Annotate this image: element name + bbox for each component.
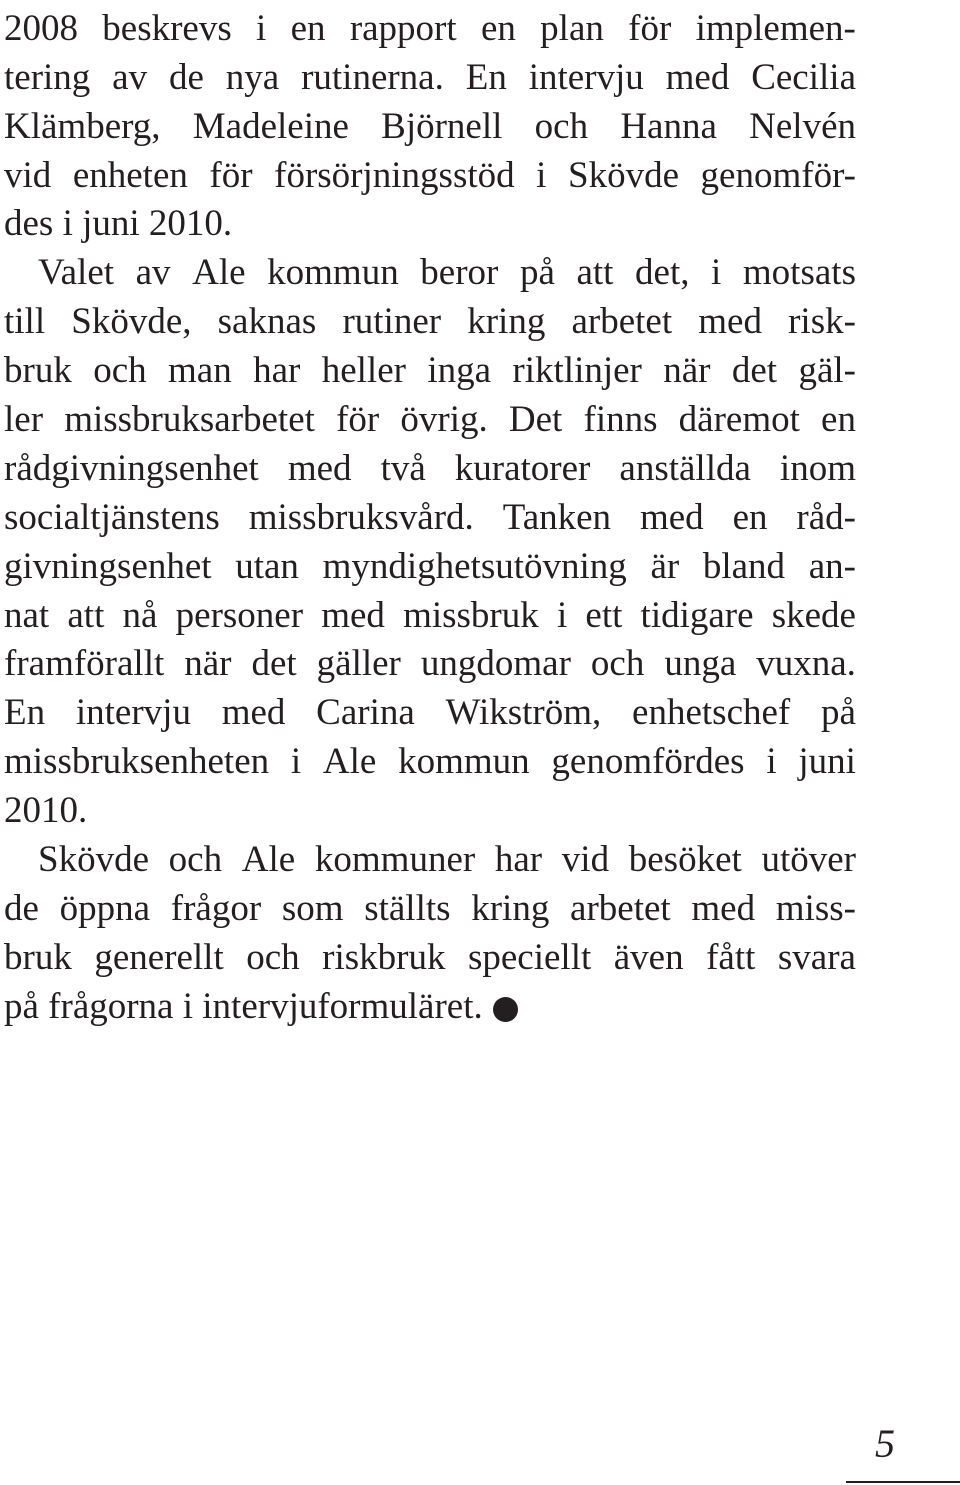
word: genomför-: [700, 154, 856, 196]
word: motsats: [742, 252, 856, 294]
text-line: [4, 196, 856, 245]
word: Skövde: [568, 154, 679, 196]
word: det: [251, 643, 297, 685]
word: gäl-: [798, 350, 856, 392]
text-line: [4, 147, 856, 196]
word: med: [698, 301, 762, 343]
word: ställts: [364, 887, 451, 929]
word: skede: [771, 594, 856, 636]
word: Skövde: [38, 839, 149, 881]
word: heller: [321, 350, 406, 392]
word: juni: [798, 741, 856, 783]
word: och: [590, 643, 645, 685]
word: miss-: [775, 887, 856, 929]
word: arbetet: [570, 887, 671, 929]
word: av: [135, 252, 171, 294]
word: i: [711, 252, 722, 294]
word: nya: [225, 56, 280, 98]
word: bruk: [4, 936, 72, 978]
word: ungdomar: [420, 643, 571, 685]
word: för: [628, 7, 672, 49]
text-line: [4, 978, 856, 1027]
word: unga: [664, 643, 737, 685]
word: generellt: [94, 936, 224, 978]
word: med: [665, 56, 730, 98]
word: Madeleine: [192, 105, 349, 147]
word: saknas: [217, 301, 317, 343]
word: Wikström,: [445, 692, 602, 734]
word: personer: [175, 594, 304, 636]
word: intervju: [75, 692, 191, 734]
word: genomfördes: [551, 741, 745, 783]
text-line: [4, 49, 856, 98]
word: Hanna: [620, 105, 717, 147]
word: missbruk: [403, 594, 539, 636]
text-line: [4, 489, 856, 538]
word: nå: [122, 594, 158, 636]
word: av: [112, 56, 148, 98]
word: med: [221, 692, 286, 734]
word: plan: [540, 7, 604, 49]
word: i: [766, 741, 777, 783]
word: givningsenhet: [4, 545, 212, 587]
word: En: [4, 692, 46, 734]
word: anställda: [619, 447, 751, 489]
word: ett: [585, 594, 623, 636]
text-line: [4, 831, 856, 880]
text-line: [4, 538, 856, 587]
word: framförallt: [4, 643, 165, 685]
word: med: [287, 447, 352, 489]
word: för: [336, 399, 380, 441]
text-line: [4, 636, 856, 685]
word: det: [731, 350, 778, 392]
text-line: [4, 733, 856, 782]
text-line: [4, 684, 856, 733]
word: övrig.: [400, 399, 488, 441]
text-line: [4, 782, 856, 831]
word: myndighetsutövning: [322, 545, 627, 587]
word: en: [821, 399, 856, 441]
text-line: [4, 587, 856, 636]
word: kommun: [398, 741, 530, 783]
word: bruk: [4, 350, 72, 392]
word: att: [576, 252, 614, 294]
word: man: [168, 350, 232, 392]
word: även: [613, 936, 684, 978]
word: fått: [706, 936, 756, 978]
word: Skövde,: [71, 301, 192, 343]
word: Björnell: [381, 105, 503, 147]
word: rutiner: [342, 301, 442, 343]
word: arbetet: [571, 301, 673, 343]
text-line: [4, 244, 856, 293]
text-line: [4, 391, 856, 440]
word: kring: [471, 887, 550, 929]
word: på: [519, 252, 555, 294]
text-line-content: på frågorna i intervjuformuläret.: [4, 985, 483, 1027]
word: en: [480, 7, 516, 49]
word: bland: [702, 545, 786, 587]
word: 2008: [4, 7, 78, 49]
word: vid: [561, 839, 610, 881]
word: implemen-: [695, 7, 856, 49]
word: rutinerna.: [301, 56, 444, 98]
text-line: [4, 0, 856, 49]
word: det,: [635, 252, 690, 294]
page-number-rule: [846, 1481, 960, 1483]
word: beskrevs: [102, 7, 232, 49]
word: En: [465, 56, 507, 98]
word: och: [93, 350, 147, 392]
word: Klämberg,: [4, 105, 161, 147]
word: en: [732, 496, 768, 538]
word: kuratorer: [454, 447, 591, 489]
word: Ale: [241, 839, 296, 881]
word: speciellt: [467, 936, 592, 978]
word: försörjningsstöd: [274, 154, 515, 196]
word: utan: [235, 545, 299, 587]
word: risk-: [788, 301, 856, 343]
word: gäller: [316, 643, 401, 685]
word: intervju: [528, 56, 644, 98]
word: och: [246, 936, 300, 978]
word: riktlinjer: [512, 350, 642, 392]
body-text: [4, 0, 856, 1027]
end-of-article-icon: [493, 997, 518, 1022]
word: Ale: [192, 252, 246, 294]
word: missbruksarbetet: [64, 399, 315, 441]
text-line-content: des i juni 2010.: [4, 203, 233, 245]
word: svara: [777, 936, 856, 978]
word: Carina: [316, 692, 415, 734]
word: tering: [4, 56, 91, 98]
word: ler: [4, 399, 44, 441]
word: rapport: [349, 7, 457, 49]
word: vuxna.: [756, 643, 856, 685]
word: Det: [508, 399, 563, 441]
word: som: [281, 887, 344, 929]
word: de: [4, 887, 39, 929]
word: nat: [4, 594, 50, 636]
word: med: [321, 594, 385, 636]
text-line-content: 2010.: [4, 790, 88, 832]
word: i: [536, 154, 547, 196]
word: Tanken: [502, 496, 612, 538]
word: Ale: [322, 741, 377, 783]
text-line: [4, 880, 856, 929]
word: vid: [4, 154, 52, 196]
word: de: [168, 56, 204, 98]
word: kommuner: [314, 839, 476, 881]
word: i: [256, 7, 267, 49]
word: råd-: [796, 496, 856, 538]
text-line: [4, 929, 856, 978]
text-line: [4, 342, 856, 391]
word: till: [4, 301, 46, 343]
word: däremot: [678, 399, 800, 441]
word: när: [663, 350, 711, 392]
page-number: 5: [875, 1421, 895, 1466]
word: socialtjänstens: [4, 496, 220, 538]
word: öppna: [59, 887, 151, 929]
word: beror: [420, 252, 499, 294]
word: missbruksenheten: [4, 741, 270, 783]
word: enhetschef: [632, 692, 791, 734]
word: har: [494, 839, 543, 881]
word: när: [184, 643, 232, 685]
word: i: [290, 741, 302, 783]
word: finns: [583, 399, 658, 441]
word: har: [253, 350, 301, 392]
word: inom: [779, 447, 856, 489]
word: för: [209, 154, 253, 196]
word: rådgivningsenhet: [4, 447, 259, 489]
word: missbruksvård.: [248, 496, 474, 538]
word: är: [650, 545, 680, 587]
word: två: [380, 447, 426, 489]
word: kring: [467, 301, 546, 343]
word: Valet: [38, 252, 115, 294]
word: besöket: [628, 839, 742, 881]
word: med: [639, 496, 704, 538]
word: inga: [427, 350, 492, 392]
text-line: [4, 293, 856, 342]
word: enheten: [72, 154, 188, 196]
word: Nelvén: [749, 105, 856, 147]
word: frågor: [170, 887, 262, 929]
text-line: [4, 98, 856, 147]
word: Cecilia: [751, 56, 856, 98]
word: att: [67, 594, 105, 636]
word: med: [691, 887, 756, 929]
word: på: [821, 692, 856, 734]
word: och: [168, 839, 223, 881]
word: och: [534, 105, 589, 147]
word: riskbruk: [322, 936, 446, 978]
word: utöver: [761, 839, 856, 881]
word: tidigare: [640, 594, 754, 636]
word: i: [556, 594, 568, 636]
text-line: [4, 440, 856, 489]
word: an-: [808, 545, 856, 587]
word: kommun: [267, 252, 399, 294]
word: en: [290, 7, 326, 49]
